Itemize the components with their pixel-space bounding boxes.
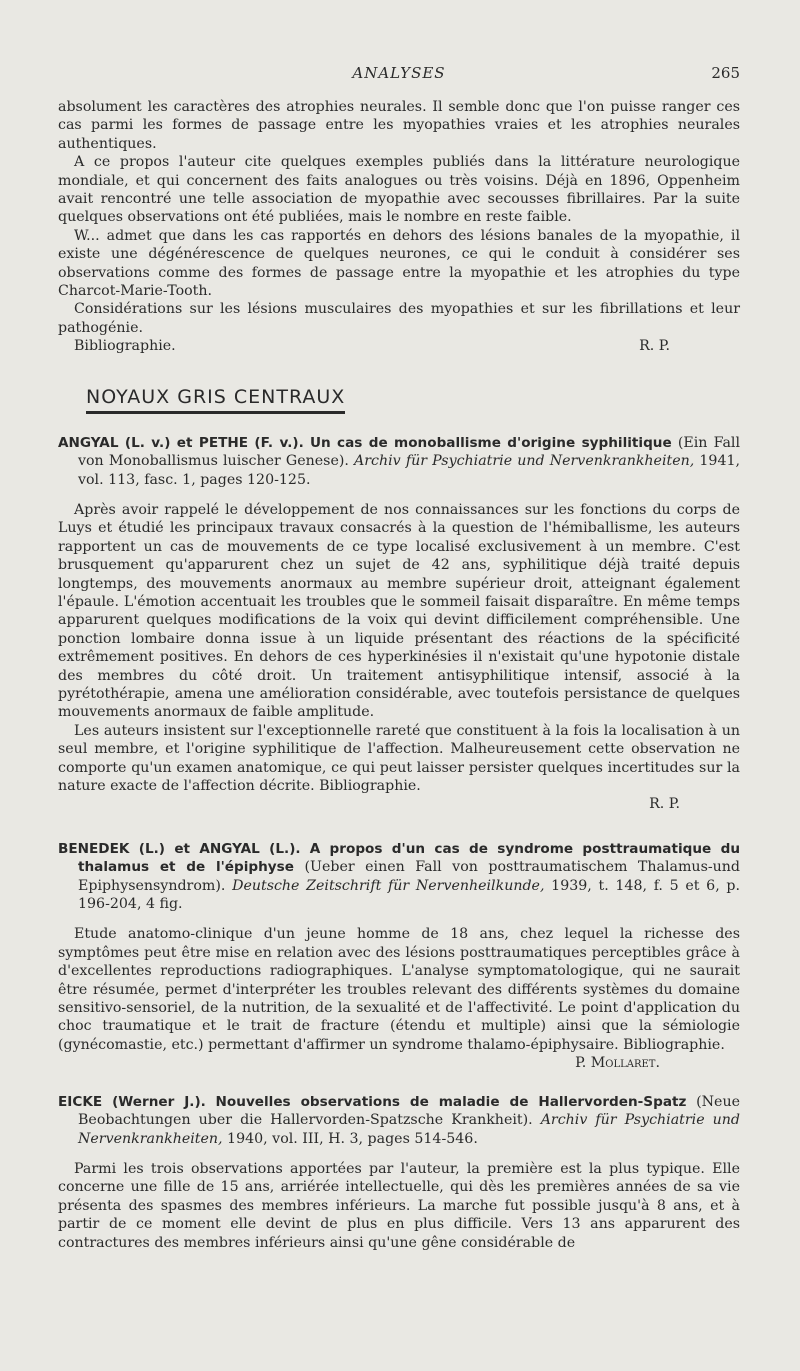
entry-reference: 1939, t. 148, f. 5 et 6, p. 196-204, 4 fig.: [78, 877, 740, 913]
entry-reference: 1941, vol. 113, fasc. 1, pages 120-125.: [78, 453, 741, 488]
running-title: ANALYSES: [352, 64, 446, 82]
previous-review-continuation: [58, 98, 740, 356]
paragraph-text: Etude anatomo-clinique d'un jeune homme de 18 ans, chez lequel la richesse des symptômes peut être mise en relation avec des lésions posttraumatiques perceptibles grâce à d'excellentes reproductions radiographiques. L'analyse symptomatologique, qui ne saurait être résumée, permet d'interpréter les troubles relevant des différents systèmes du domaine sensitivo-sensoriel, de la nutrition, de la sexualité et de l'affectivité. Le point d'application du choc traumatique et le trait de fracture (étendu et multiple) ainsi que la sémiologie (gynécomastie, etc.) permettant d'affirmer un syndrome thalamo-épiphysaire. Bibliographie.: [58, 926, 740, 1053]
entry-citation: [58, 434, 740, 489]
paragraph: Les auteurs insistent sur l'exceptionnelle rareté que constituent à la fois la localisation à un seul membre, et l'origine syphilitique de l'affection. Malheureusement cette observation ne comporte qu'un examen anatomique, ce qui peut laisser persister quelques incertitudes sur la nature exacte de l'affection décrite. Bibliographie.: [58, 722, 740, 794]
review-entry: [58, 1093, 740, 1252]
entry-authors: EICKE (Werner J.).: [58, 1093, 206, 1110]
reviewer-signature: R. P.: [649, 796, 680, 813]
paragraph: [58, 925, 740, 1054]
paragraph: Considérations sur les lésions musculaires des myopathies et sur les fibrillations et leur pathogénie.: [58, 301, 740, 336]
entry-journal: Archiv für Psychiatrie und Nervenkrankheiten,: [354, 453, 695, 470]
page-header: [58, 58, 740, 84]
entry-citation: [58, 1093, 740, 1148]
entry-journal: Archiv für Psychiatrie und Nervenkrankheiten,: [78, 1112, 740, 1147]
reviewer-signature: R. P.: [639, 338, 670, 355]
page-number: 265: [711, 64, 740, 82]
bibliography-label: Bibliographie.: [74, 338, 176, 355]
entry-authors: BENEDEK (L.) et ANGYAL (L.).: [58, 840, 301, 857]
review-entry: [58, 434, 740, 814]
entry-journal: Deutsche Zeitschrift für Nervenheilkunde,: [232, 877, 545, 894]
paragraph: Après avoir rappelé le développement de nos connaissances sur les fonctions du corps de Luys et étudié les principaux travaux consacrés à la question de l'hémiballisme, les auteurs rapportent un cas de mouvements de ce type localisé exclusivement à un membre. C'est brusquement qu'apparurent chez un sujet de 42 ans, syphilitique déjà traité depuis longtemps, des mouvements anormaux au membre supérieur droit, atteignant également l'épaule. L'émotion accentuait les troubles que le sommeil faisait disparaître. En même temps apparurent quelques modifications de la voix qui devint difficilement compréhensible. Une ponction lombaire donna issue à un liquide présentant des réactions de la spécificité extrêmement positives. En dehors de ces hyperkinésies il n'existait qu'une hypotonie distale des membres du côté droit. Un traitement antisyphilitique intensif, associé à la pyrétothérapie, amena une amélioration considérable, avec toutefois persistance de quelques mouvements anormaux de faible amplitude.: [58, 501, 740, 721]
page: [58, 58, 740, 1252]
paragraph: absolument les caractères des atrophies neurales. Il semble donc que l'on puisse ranger ces cas parmi les formes de passage entre les myopathies vraies et les atrophies neurales authentiques.: [58, 99, 740, 152]
entry-authors: ANGYAL (L. v.) et PETHE (F. v.).: [58, 434, 304, 451]
entry-subtitle: (Ein Fall von Monoballismus luischer Genese).: [78, 434, 740, 470]
reviewer-signature: P. Mollaret.: [575, 1055, 660, 1072]
review-entry: [58, 840, 740, 1073]
entry-citation: [58, 840, 740, 914]
entry-title: Un cas de monoballisme d'origine syphilitique: [309, 434, 672, 451]
bibliography-line: [58, 337, 740, 355]
entry-subtitle: (Neue Beobachtungen uber die Hallervorden-Spatzsche Krankheit).: [78, 1093, 740, 1129]
entry-reference: 1940, vol. III, H. 3, pages 514-546.: [227, 1130, 478, 1147]
paragraph: W... admet que dans les cas rapportés en dehors des lésions banales de la myopathie, il existe une dégénérescence de quelques neurones, ce qui le conduit à considérer ses observations comme des formes de passage entre la myopathie et les atrophies du type Charcot-Marie-Tooth.: [58, 227, 740, 300]
section-heading: NOYAUX GRIS CENTRAUX: [86, 386, 345, 414]
paragraph: A ce propos l'auteur cite quelques exemples publiés dans la littérature neurologique mondiale, et qui concernent des faits analogues ou très voisins. Déjà en 1896, Oppenheim avait rencontré une telle association de myopathie avec secousses fibrillaires. Par la suite quelques observations ont été publiées, mais le nombre en reste faible.: [58, 154, 740, 226]
entry-title: Nouvelles observations de maladie de Hallervorden-Spatz: [215, 1093, 687, 1110]
paragraph: Parmi les trois observations apportées par l'auteur, la première est la plus typique. Elle concerne une fille de 15 ans, arriérée intellectuelle, qui dès les premières années de sa vie présenta des spasmes des membres inférieurs. La marche fut possible jusqu'à 8 ans, et à partir de ce moment elle devint de plus en plus difficile. Vers 13 ans apparurent des contractures des membres inférieurs ainsi qu'une gêne considérable de: [58, 1160, 740, 1251]
entry-subtitle: (Ueber einen Fall von posttraumatischem Thalamus-und Epiphysensyndrom).: [78, 859, 740, 894]
entry-title: A propos d'un cas de syndrome posttraumatique du thalamus et de l'épiphyse: [78, 840, 740, 876]
